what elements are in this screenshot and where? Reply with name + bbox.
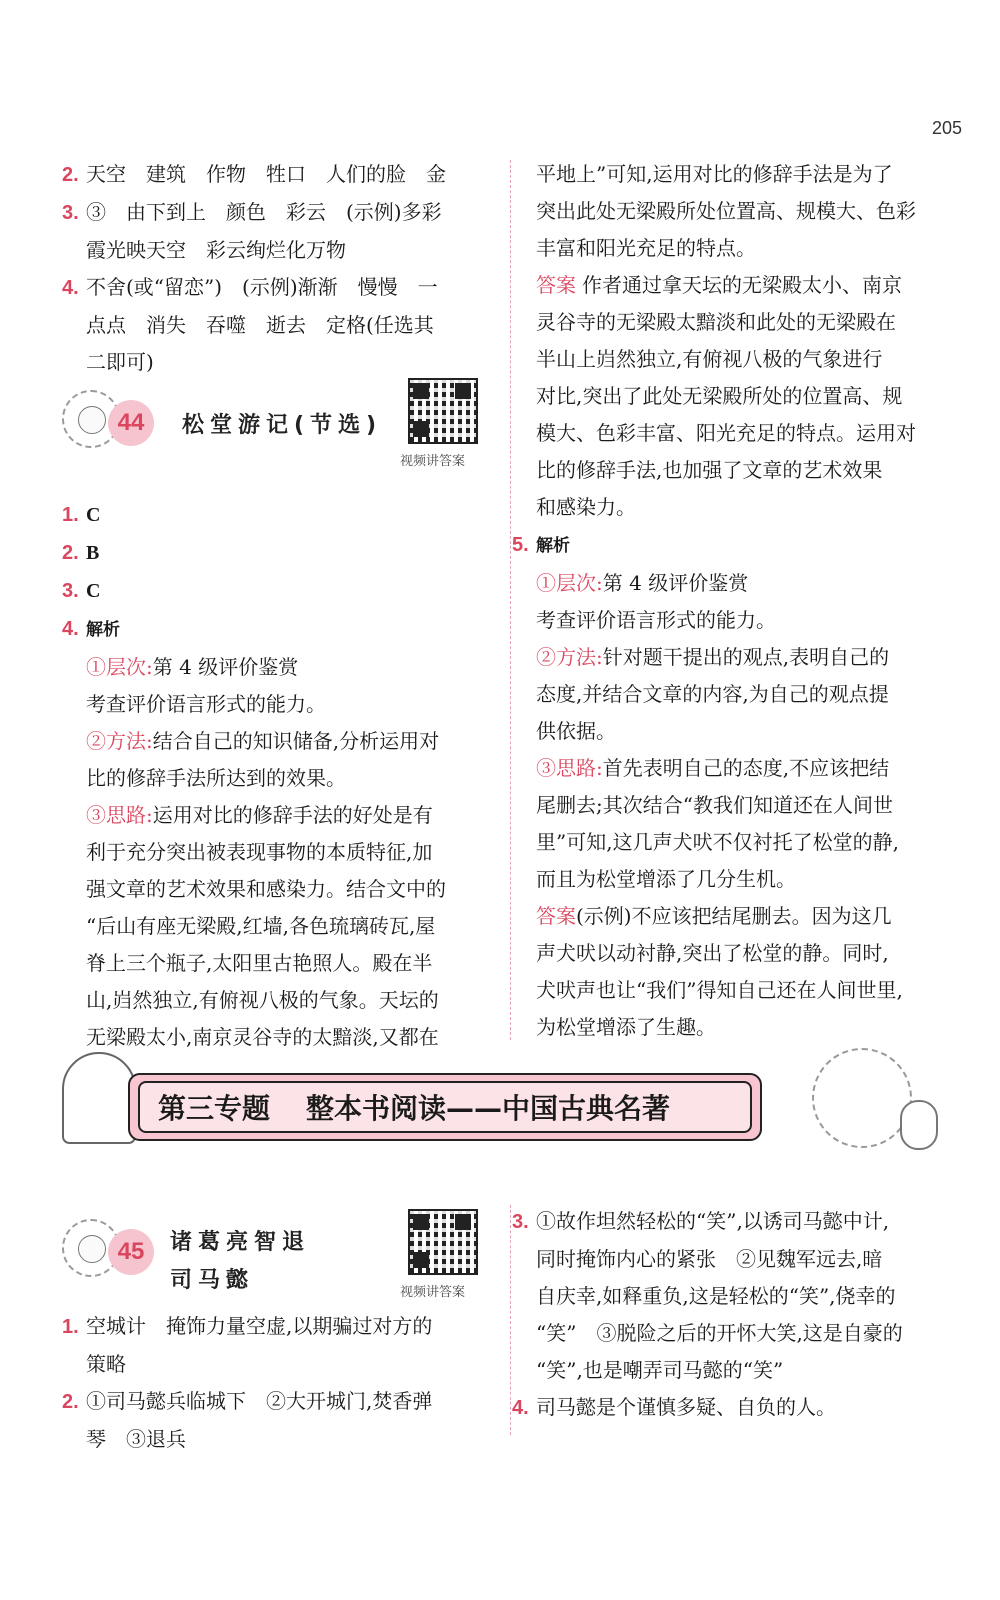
- column-divider-top: [510, 160, 511, 1040]
- answer-line: 答案 作者通过拿天坛的无梁殿太小、南京: [536, 273, 902, 297]
- answer-line: 自庆幸,如释重负,这是轻松的“笑”,侥幸的: [536, 1284, 896, 1308]
- qr-caption: 视频讲答案: [400, 1285, 466, 1300]
- left-top-answers: [62, 156, 502, 381]
- answer-line: 答案(示例)不应该把结尾删去。因为这几: [536, 904, 892, 928]
- answer-line: “笑” ③脱险之后的开怀大笑,这是自豪的: [536, 1321, 903, 1345]
- lesson-title: 松堂游记(节选): [182, 413, 383, 438]
- rabbit-mascot-icon: [900, 1100, 938, 1150]
- analysis-line: 尾删去;其次结合“教我们知道还在人间世: [536, 793, 893, 817]
- column-divider-bottom: [510, 1205, 511, 1435]
- lesson-number-badge: 45: [108, 1229, 154, 1275]
- analysis-line: 山,岿然独立,有俯视八极的气象。天坛的: [86, 988, 439, 1012]
- answer-line: 3. ①故作坦然轻松的“笑”,以诱司马懿中计,: [512, 1209, 890, 1233]
- qr-caption: 视频讲答案: [400, 454, 466, 469]
- analysis-line: ②方法:结合自己的知识储备,分析运用对: [86, 729, 440, 753]
- analysis-line: 供依据。: [536, 719, 616, 743]
- analysis-line: “后山有座无梁殿,红墙,各色琉璃砖瓦,屋: [86, 914, 436, 938]
- analysis-line: ③思路:首先表明自己的态度,不应该把结: [536, 756, 890, 780]
- analysis-line: 比的修辞手法所达到的效果。: [86, 766, 346, 790]
- answer-line: 比的修辞手法,也加强了文章的艺术效果: [536, 458, 883, 482]
- answer-line: 策略: [86, 1352, 126, 1376]
- lesson-title-line-1: 诸葛亮智退: [170, 1230, 311, 1255]
- right-top-analysis: [536, 156, 956, 526]
- answer-line: 2. B: [62, 542, 100, 564]
- answer-line: 1. 空城计 掩饰力量空虚,以期骗过对方的: [62, 1314, 433, 1338]
- analysis-line: ①层次:第 4 级评价鉴赏: [86, 655, 299, 679]
- answer-line: 3. C: [62, 580, 101, 602]
- page-number: 205: [931, 118, 962, 138]
- answer-line: 2. 天空 建筑 作物 牲口 人们的脸 金: [62, 162, 446, 186]
- answer-line: 霞光映天空 彩云绚烂化万物: [86, 238, 346, 262]
- lesson-45-right-answers: [512, 1203, 958, 1427]
- answer-line: “笑”,也是嘲弄司马懿的“笑”: [536, 1358, 784, 1382]
- analysis-line: 态度,并结合文章的内容,为自己的观点提: [536, 682, 889, 706]
- answer-line: 和感染力。: [536, 495, 636, 519]
- lesson-44-header: [62, 378, 502, 478]
- answer-line: 3. ③ 由下到上 颜色 彩云 (示例)多彩: [62, 200, 442, 224]
- answer-line: 模大、色彩丰富、阳光充足的特点。运用对: [536, 421, 916, 445]
- analysis-line: 平地上”可知,运用对比的修辞手法是为了: [536, 162, 893, 186]
- banner-title: 第三专题 整本书阅读——中国古典名著: [138, 1081, 752, 1133]
- answer-line: 二即可): [86, 350, 154, 374]
- lion-mascot-icon: [812, 1048, 912, 1148]
- answer-line: 2. ①司马懿兵临城下 ②大开城门,焚香弹: [62, 1389, 433, 1413]
- answer-line: 琴 ③退兵: [86, 1427, 186, 1451]
- question-5-analysis: [512, 526, 958, 1046]
- answer-line: 对比,突出了此处无梁殿所处的位置高、规: [536, 384, 903, 408]
- analysis-line: 而且为松堂增添了几分生机。: [536, 867, 796, 891]
- analysis-line: 脊上三个瓶子,太阳里古艳照人。殿在半: [86, 951, 433, 975]
- lesson-45-left-answers: [62, 1308, 502, 1458]
- answer-line: 半山上岿然独立,有俯视八极的气象进行: [536, 347, 883, 371]
- answer-line: 点点 消失 吞噬 逝去 定格(任选其: [86, 313, 434, 337]
- analysis-heading: 5. 解析: [512, 534, 570, 556]
- analysis-line: 突出此处无梁殿所处位置高、规模大、色彩: [536, 199, 916, 223]
- analysis-line: 里”可知,这几声犬吠不仅衬托了松堂的静,: [536, 830, 899, 854]
- analysis-line: ①层次:第 4 级评价鉴赏: [536, 571, 749, 595]
- analysis-line: 考查评价语言形式的能力。: [86, 692, 326, 716]
- analysis-line: ②方法:针对题干提出的观点,表明自己的: [536, 645, 890, 669]
- analysis-line: ③思路:运用对比的修辞手法的好处是有: [86, 803, 433, 827]
- answer-line: 灵谷寺的无梁殿太黯淡和此处的无梁殿在: [536, 310, 896, 334]
- qr-code-icon[interactable]: [408, 378, 478, 444]
- analysis-line: 丰富和阳光充足的特点。: [536, 236, 756, 260]
- answer-line: 声犬吠以动衬静,突出了松堂的静。同时,: [536, 941, 889, 965]
- qr-code-icon[interactable]: [408, 1209, 478, 1275]
- analysis-line: 无梁殿太小,南京灵谷寺的太黯淡,又都在: [86, 1025, 439, 1049]
- answer-line: 4. 不舍(或“留恋”) (示例)渐渐 慢慢 一: [62, 275, 438, 299]
- analysis-heading: 4. 解析: [62, 618, 120, 640]
- mascot-decoration-icon: [62, 1052, 136, 1144]
- lesson-title-line-2: 司马懿: [170, 1268, 255, 1293]
- lesson-44-answers: [62, 496, 502, 1056]
- answer-line: 同时掩饰内心的紧张 ②见魏军远去,暗: [536, 1247, 883, 1271]
- section-banner: [128, 1073, 762, 1141]
- answer-line: 1. C: [62, 504, 101, 526]
- lesson-45-header: [62, 1205, 502, 1305]
- analysis-line: 考查评价语言形式的能力。: [536, 608, 776, 632]
- analysis-line: 利于充分突出被表现事物的本质特征,加: [86, 840, 433, 864]
- answer-line: 4. 司马懿是个谨慎多疑、自负的人。: [512, 1395, 836, 1419]
- answer-line: 犬吠声也让“我们”得知自己还在人间世里,: [536, 978, 903, 1002]
- answer-line: 为松堂增添了生趣。: [536, 1015, 716, 1039]
- analysis-line: 强文章的艺术效果和感染力。结合文中的: [86, 877, 446, 901]
- lesson-number-badge: 44: [108, 400, 154, 446]
